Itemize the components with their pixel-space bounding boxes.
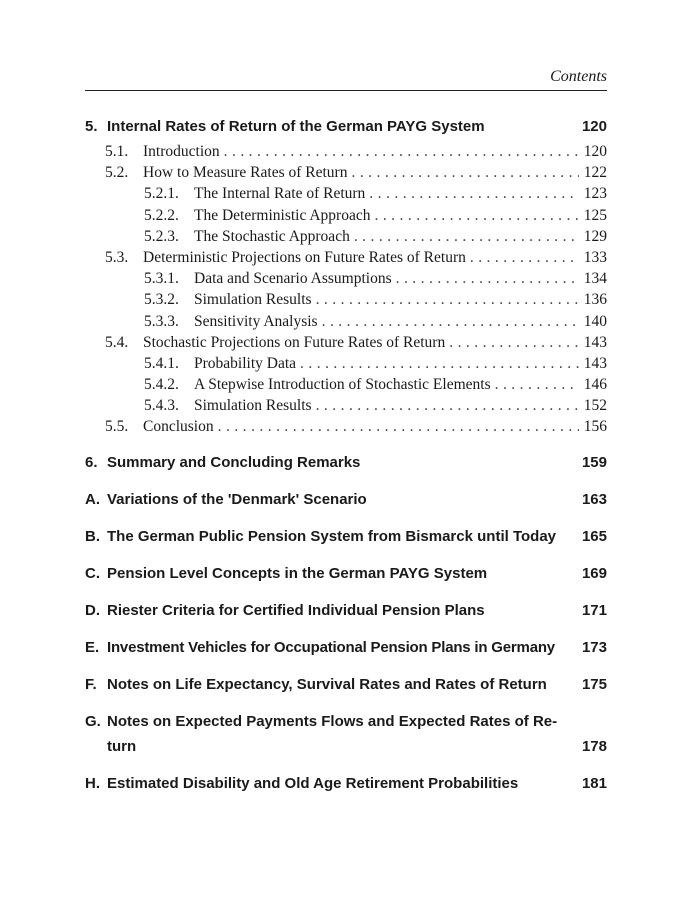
dot-leader xyxy=(396,270,579,288)
section-number: 5.3. xyxy=(105,248,129,266)
toc-subsection-5-4-2[interactable] xyxy=(85,376,607,397)
toc-appendix-g[interactable] xyxy=(85,713,607,738)
subsection-page: 146 xyxy=(583,376,607,394)
appendix-title: Riester Criteria for Certified Individual Pension Plans xyxy=(107,601,485,619)
chapter-number: 5. xyxy=(85,118,98,135)
appendix-title-line-2: turn xyxy=(107,737,137,755)
subsection-number: 5.2.3. xyxy=(144,227,179,245)
chapter-number: 6. xyxy=(85,453,98,471)
appendix-page: 178 xyxy=(581,737,607,755)
subsection-number: 5.4.3. xyxy=(144,397,179,415)
section-number: 5.1. xyxy=(105,143,129,160)
toc-subsection-5-2-1[interactable] xyxy=(85,185,607,206)
subsection-title: Data and Scenario Assumptions xyxy=(194,270,392,288)
dot-leader xyxy=(470,249,579,267)
toc-section-5-4[interactable] xyxy=(85,334,607,355)
dot-leader xyxy=(322,313,579,331)
appendix-page: 169 xyxy=(581,564,607,582)
toc-subsection-5-4-1[interactable] xyxy=(85,355,607,376)
subsection-title: The Stochastic Approach xyxy=(194,227,350,245)
header-rule xyxy=(85,90,607,91)
subsection-page: 125 xyxy=(583,206,607,224)
section-number: 5.5. xyxy=(105,418,129,436)
toc-appendix-b[interactable] xyxy=(85,528,607,553)
toc-appendix-c[interactable] xyxy=(85,565,607,590)
subsection-page: 140 xyxy=(583,312,607,330)
subsection-number: 5.2.1. xyxy=(144,185,179,203)
section-number: 5.2. xyxy=(105,164,129,182)
subsection-number: 5.3.3. xyxy=(144,312,179,330)
toc-chapter-6[interactable] xyxy=(85,454,607,479)
toc-subsection-5-4-3[interactable] xyxy=(85,397,607,418)
subsection-title: The Internal Rate of Return xyxy=(194,185,366,203)
subsection-page: 152 xyxy=(583,397,607,415)
appendix-page: 165 xyxy=(581,527,607,545)
toc-section-5-3[interactable] xyxy=(85,249,607,270)
chapter-page: 120 xyxy=(581,118,607,135)
subsection-title: Simulation Results xyxy=(194,291,312,309)
dot-leader xyxy=(374,207,579,225)
dot-leader xyxy=(316,397,579,415)
toc-chapter-5[interactable] xyxy=(85,118,607,143)
appendix-title: The German Public Pension System from Bismarck until Today xyxy=(107,527,557,545)
dot-leader xyxy=(495,376,579,394)
toc-subsection-5-3-2[interactable] xyxy=(85,291,607,312)
appendix-title: Estimated Disability and Old Age Retirement Probabilities xyxy=(107,774,519,792)
section-title: Deterministic Projections on Future Rates of Return xyxy=(143,248,466,266)
section-title: How to Measure Rates of Return xyxy=(143,164,348,182)
chapter-title: Internal Rates of Return of the German PAYG System xyxy=(107,118,485,135)
toc-subsection-5-3-1[interactable] xyxy=(85,270,607,291)
subsection-page: 123 xyxy=(583,185,607,203)
dot-leader xyxy=(369,185,579,203)
appendix-letter: F. xyxy=(85,675,97,693)
subsection-number: 5.3.1. xyxy=(144,270,179,288)
section-number: 5.4. xyxy=(105,333,129,351)
appendix-letter: G. xyxy=(85,712,101,730)
section-title: Stochastic Projections on Future Rates of Return xyxy=(143,333,446,351)
toc-section-5-5[interactable] xyxy=(85,418,607,439)
toc-section-5-2[interactable] xyxy=(85,164,607,185)
running-header: Contents xyxy=(550,68,607,85)
appendix-letter: H. xyxy=(85,774,100,792)
section-title: Introduction xyxy=(143,143,220,160)
subsection-number: 5.3.2. xyxy=(144,291,179,309)
toc-section-5-1[interactable] xyxy=(85,143,607,164)
toc-appendix-d[interactable] xyxy=(85,602,607,627)
dot-leader xyxy=(449,334,579,352)
subsection-title: A Stepwise Introduction of Stochastic Elements xyxy=(194,376,491,394)
subsection-number: 5.2.2. xyxy=(144,206,179,224)
toc-appendix-e[interactable] xyxy=(85,639,607,664)
appendix-title: Notes on Life Expectancy, Survival Rates and Rates of Return xyxy=(107,675,547,693)
chapter-page: 159 xyxy=(581,453,607,471)
appendix-page: 163 xyxy=(581,490,607,508)
appendix-letter: C. xyxy=(85,564,100,582)
subsection-number: 5.4.1. xyxy=(144,354,179,372)
appendix-letter: E. xyxy=(85,638,100,656)
section-page: 143 xyxy=(583,333,607,351)
section-page: 122 xyxy=(583,164,607,182)
appendix-page: 171 xyxy=(581,601,607,619)
dot-leader xyxy=(351,164,579,182)
section-page: 120 xyxy=(583,143,607,160)
appendix-page: 173 xyxy=(581,638,607,656)
subsection-title: Simulation Results xyxy=(194,397,312,415)
appendix-letter: A. xyxy=(85,490,100,508)
subsection-number: 5.4.2. xyxy=(144,376,179,394)
subsection-page: 136 xyxy=(583,291,607,309)
toc-subsection-5-2-3[interactable] xyxy=(85,228,607,249)
section-page: 156 xyxy=(583,418,607,436)
toc-appendix-h[interactable] xyxy=(85,775,607,800)
appendix-title: Variations of the 'Denmark' Scenario xyxy=(107,490,367,508)
toc-subsection-5-3-3[interactable] xyxy=(85,313,607,334)
appendix-page: 175 xyxy=(581,675,607,693)
appendix-title: Pension Level Concepts in the German PAYG System xyxy=(107,564,488,582)
dot-leader xyxy=(300,355,579,373)
subsection-page: 143 xyxy=(583,354,607,372)
subsection-page: 129 xyxy=(583,227,607,245)
toc-appendix-g-continued[interactable] xyxy=(85,738,607,763)
appendix-page: 181 xyxy=(581,774,607,792)
dot-leader xyxy=(218,418,579,436)
toc-appendix-a[interactable] xyxy=(85,491,607,516)
section-title: Conclusion xyxy=(143,418,214,436)
subsection-title: Sensitivity Analysis xyxy=(194,312,318,330)
appendix-letter: B. xyxy=(85,527,100,545)
appendix-title: Investment Vehicles for Occupational Pension Plans in Germany xyxy=(107,638,555,656)
appendix-title-line-1: Notes on Expected Payments Flows and Expected Rates of Re- xyxy=(107,712,558,730)
appendix-letter: D. xyxy=(85,601,100,619)
section-page: 133 xyxy=(583,248,607,266)
toc-appendix-f[interactable] xyxy=(85,676,607,701)
toc-subsection-5-2-2[interactable] xyxy=(85,207,607,228)
dot-leader xyxy=(224,143,579,161)
subsection-title: Probability Data xyxy=(194,354,297,372)
dot-leader xyxy=(354,228,579,246)
chapter-title: Summary and Concluding Remarks xyxy=(107,453,361,471)
table-of-contents xyxy=(85,118,607,800)
subsection-title: The Deterministic Approach xyxy=(194,206,371,224)
subsection-page: 134 xyxy=(583,270,607,288)
dot-leader xyxy=(316,291,579,309)
